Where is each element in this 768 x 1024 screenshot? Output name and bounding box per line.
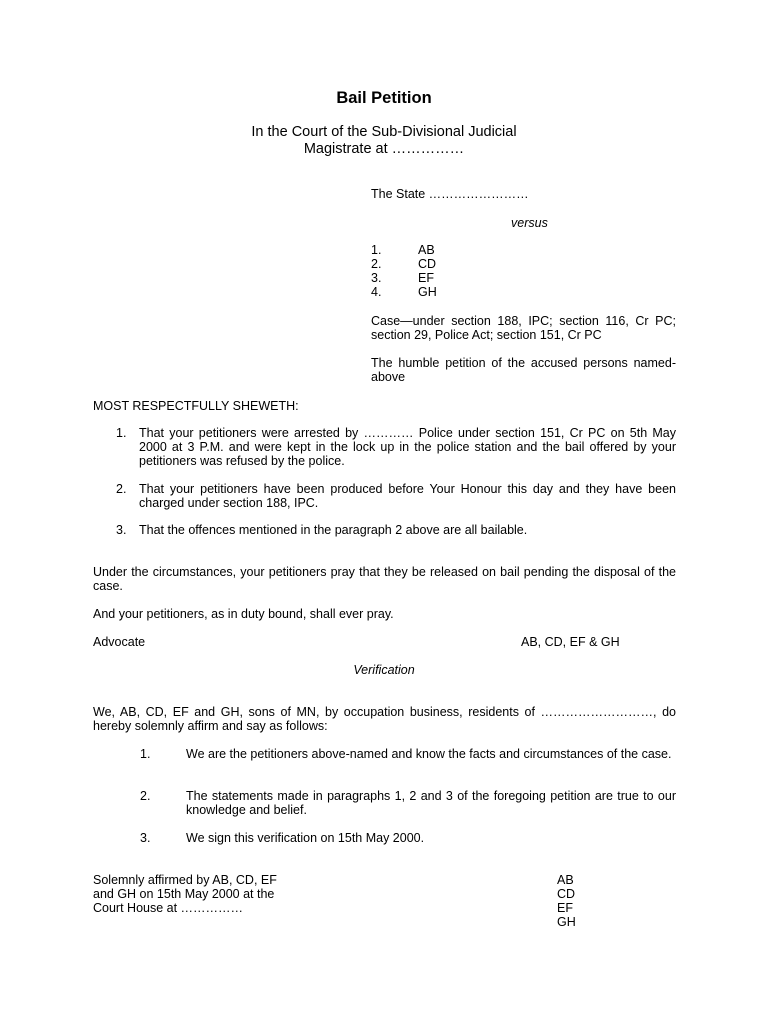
affirmation-line: Solemnly affirmed by AB, CD, EF [93,873,277,887]
court-line-2: Magistrate at …………… [303,141,465,157]
verification-intro: We, AB, CD, EF and GH, sons of MN, by occupation business, residents of ………………………, do hereby solemnly affirm and say as follows: [93,705,676,733]
verification-text: The statements made in paragraphs 1, 2 and 3 of the foregoing petition are true to our knowledge and belief. [186,789,676,817]
accused-number: 2. [371,257,382,271]
verification-number: 1. [140,747,151,761]
verification-number: 3. [140,831,151,845]
verification-text: We are the petitioners above-named and know the facts and circumstances of the case. [186,747,672,761]
verification-number: 2. [140,789,151,803]
verification-item [140,747,676,777]
signatory-name: GH [557,915,576,929]
duty-paragraph: And your petitioners, as in duty bound, shall ever pray. [93,607,394,621]
affirmation-block [93,873,393,915]
signatories-block [557,873,617,929]
signatory-name: CD [557,887,576,901]
verification-text: We sign this verification on 15th May 2000. [186,831,425,845]
humble-petition-line: The humble petition of the accused persons named-above [371,356,676,384]
prayer-paragraph: Under the circumstances, your petitioners pray that they be released on bail pending the disposal of the case. [93,565,676,593]
accused-name: CD [418,257,437,271]
ground-number: 3. [116,523,127,537]
signatory-name: AB [557,873,574,887]
document-title: Bail Petition [336,89,432,107]
verification-heading: Verification [353,663,415,677]
ground-number: 1. [116,426,127,440]
advocate-label: Advocate [93,635,146,649]
verification-item [140,789,676,819]
verification-item [140,831,676,847]
court-heading [0,124,768,158]
accused-number: 1. [371,243,382,257]
sheweth-heading: MOST RESPECTFULLY SHEWETH: [93,399,299,413]
case-description: Case—under section 188, IPC; section 116, Cr PC; section 29, Police Act; section 151, Cr PC [371,314,676,342]
versus-label: versus [511,216,548,230]
accused-list [371,243,571,303]
ground-paragraph [116,426,676,470]
state-line: The State …………………… [371,187,529,201]
court-line-1: In the Court of the Sub-Divisional Judicial [251,124,517,140]
accused-number: 4. [371,285,382,299]
accused-number: 3. [371,271,382,285]
affirmation-line: and GH on 15th May 2000 at the [93,887,275,901]
ground-paragraph [116,482,676,512]
affirmation-line: Court House at …………… [93,901,244,915]
petitioners-signature: AB, CD, EF & GH [521,635,620,649]
signatory-name: EF [557,901,573,915]
accused-name: GH [418,285,437,299]
ground-text: That the offences mentioned in the paragraph 2 above are all bailable. [139,523,528,537]
ground-paragraph [116,523,676,539]
accused-name: AB [418,243,435,257]
accused-name: EF [418,271,434,285]
ground-text: That your petitioners were arrested by ………… Police under section 151, Cr PC on 5th May 2000 at 3 P.M. and were kept in the lock up in the police station and the bail offered by your petitioners was refused by the police. [139,426,676,468]
ground-text: That your petitioners have been produced before Your Honour this day and they have been charged under section 188, IPC. [139,482,676,510]
ground-number: 2. [116,482,127,496]
